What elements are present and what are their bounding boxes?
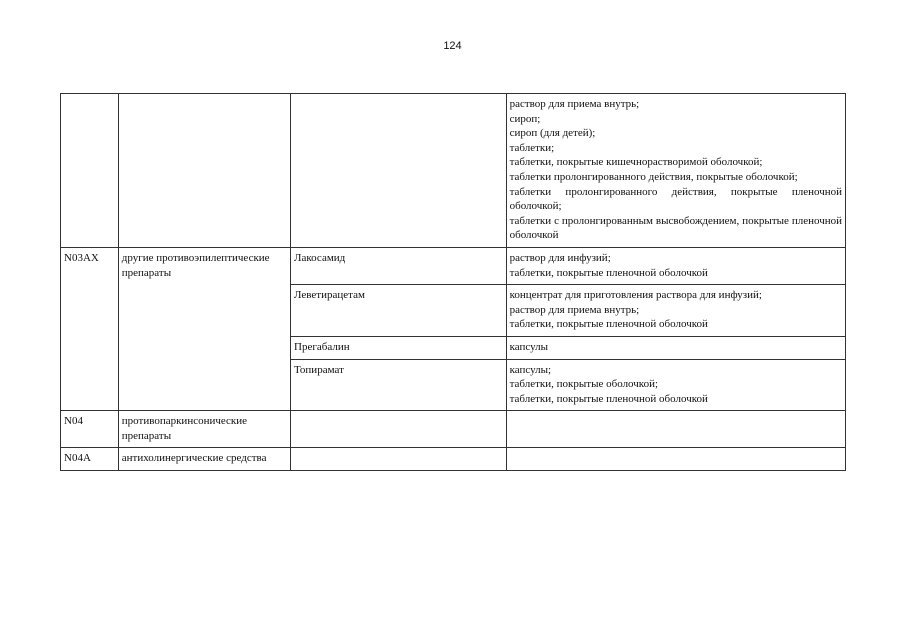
group-cell: антихолинергические средства bbox=[118, 448, 290, 471]
table-row bbox=[61, 448, 846, 471]
drug-cell: Леветирацетам bbox=[291, 285, 507, 337]
group-cell bbox=[118, 94, 290, 248]
drug-cell: Лакосамид bbox=[291, 247, 507, 284]
dosage-forms-cell bbox=[506, 359, 845, 411]
table-row bbox=[61, 411, 846, 448]
dosage-forms-cell bbox=[506, 448, 845, 471]
dosage-form: таблетки, покрытые пленочной оболочкой bbox=[509, 392, 708, 405]
drug-cell: Прегабалин bbox=[291, 336, 507, 359]
atc-code-cell bbox=[61, 94, 119, 248]
dosage-form: таблетки, покрытые пленочной оболочкой bbox=[509, 266, 708, 279]
dosage-form: таблетки с пролонгированным высвобождением, покрытые пленочной оболочкой bbox=[509, 214, 842, 242]
group-cell: другие противоэпилептические препараты bbox=[118, 247, 290, 410]
dosage-form: раствор для приема внутрь; bbox=[509, 303, 640, 316]
dosage-form: таблетки, покрытые пленочной оболочкой bbox=[509, 318, 708, 331]
dosage-forms-cell bbox=[506, 94, 845, 248]
dosage-form: сироп; bbox=[509, 112, 541, 125]
table-row bbox=[61, 94, 846, 248]
atc-code-cell: N04 bbox=[61, 411, 119, 448]
dosage-forms-cell bbox=[506, 336, 845, 359]
atc-code-cell: N04A bbox=[61, 448, 119, 471]
dosage-form: концентрат для приготовления раствора для инфузий; bbox=[509, 289, 762, 302]
dosage-form: раствор для приема внутрь; bbox=[509, 98, 640, 110]
drug-cell: Топирамат bbox=[291, 359, 507, 411]
group-cell: противопаркинсонические препараты bbox=[118, 411, 290, 448]
dosage-form: таблетки пролонгированного действия, покрытые пленочной оболочкой; bbox=[509, 185, 842, 213]
dosage-form: таблетки пролонгированного действия, покрытые оболочкой; bbox=[509, 170, 798, 183]
table-row bbox=[61, 247, 846, 284]
atc-code-cell: N03AX bbox=[61, 247, 119, 410]
dosage-forms-cell bbox=[506, 247, 845, 284]
dosage-form: сироп (для детей); bbox=[509, 127, 596, 140]
dosage-forms-cell bbox=[506, 411, 845, 448]
drug-table bbox=[60, 93, 846, 471]
dosage-form: капсулы; bbox=[509, 363, 552, 376]
dosage-form: раствор для инфузий; bbox=[509, 251, 611, 264]
dosage-form: таблетки; bbox=[509, 141, 555, 154]
dosage-form: капсулы bbox=[509, 340, 549, 353]
dosage-form: таблетки, покрытые оболочкой; bbox=[509, 378, 659, 391]
drug-cell bbox=[291, 94, 507, 248]
dosage-form: таблетки, покрытые кишечнорастворимой оболочкой; bbox=[509, 156, 763, 169]
drug-cell bbox=[291, 411, 507, 448]
drug-cell bbox=[291, 448, 507, 471]
page-number: 124 bbox=[443, 40, 462, 52]
dosage-forms-cell bbox=[506, 285, 845, 337]
